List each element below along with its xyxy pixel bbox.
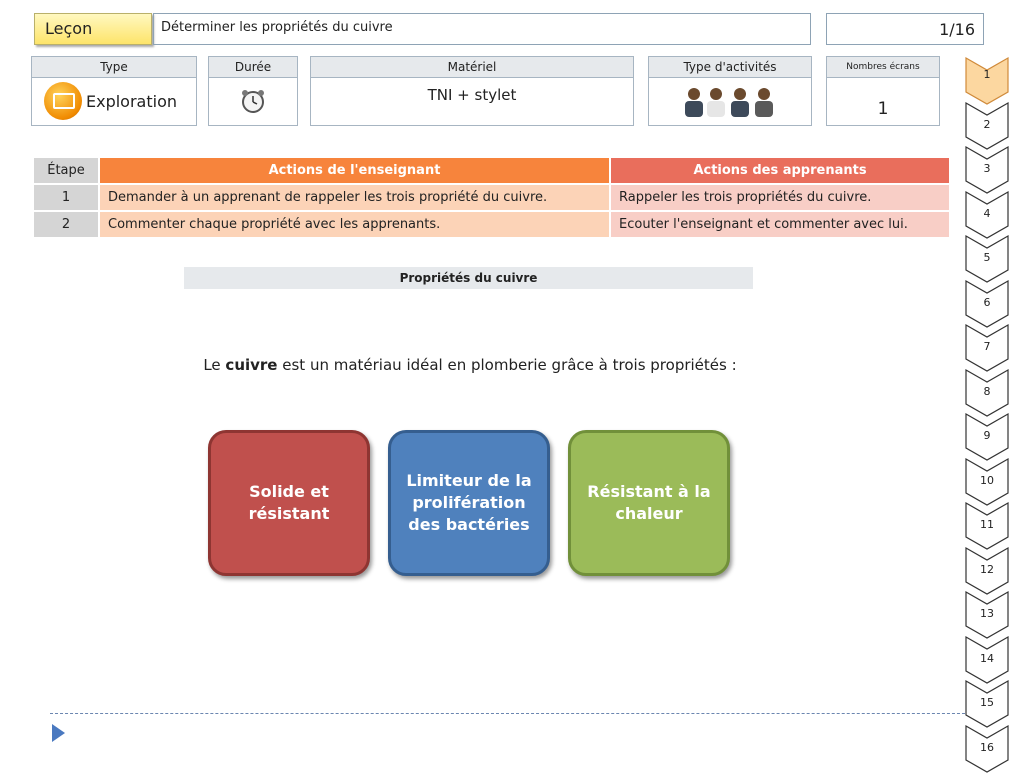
screen-tab-label: 11 (980, 518, 994, 531)
screen-tab-label: 15 (980, 696, 994, 709)
screen-tab-label: 4 (983, 206, 991, 220)
screen-tab-label: 2 (983, 117, 991, 131)
table-row (34, 185, 949, 212)
activity-type-box (648, 56, 812, 126)
material-box (310, 56, 634, 126)
lesson-title: Déterminer les propriétés du cuivre (153, 13, 811, 45)
screen-tab-label: 14 (980, 651, 994, 665)
screen-tab-label: 5 (983, 251, 991, 264)
screen-tab-3[interactable] (964, 145, 1010, 185)
screen-tab-label: 10 (980, 473, 994, 487)
teacher-action: Demander à un apprenant de rappeler les trois propriété du cuivre. (100, 185, 609, 212)
header-teacher-actions: Actions de l'enseignant (100, 158, 609, 185)
screen-tab-11[interactable] (964, 501, 1010, 541)
type-box (31, 56, 197, 126)
page-counter: 1/16 (826, 13, 984, 45)
screen-tab-13[interactable] (964, 590, 1010, 630)
screen-tab-2[interactable] (964, 101, 1010, 141)
screen-tab-15[interactable] (964, 679, 1010, 719)
screen-tab-label: 6 (983, 295, 991, 309)
duration-box (208, 56, 298, 126)
lesson-label: Leçon (34, 13, 152, 45)
screen-tab-label: 3 (983, 162, 991, 175)
learner-action: Ecouter l'enseignant et commenter avec lui. (611, 212, 949, 239)
intro-text: Le cuivre est un matériau idéal en plomberie grâce à trois propriétés : (203, 356, 737, 374)
footer-divider (50, 713, 970, 714)
screen-tab-label: 16 (980, 740, 994, 754)
screens-count-label: Nombres écrans (827, 57, 939, 78)
step-number: 2 (34, 212, 98, 239)
section-title: Propriétés du cuivre (184, 267, 753, 289)
type-value: Exploration (86, 91, 177, 111)
type-label: Type (32, 57, 196, 78)
screen-tab-5[interactable] (964, 234, 1010, 274)
material-value: TNI + stylet (427, 86, 517, 104)
learner-action: Rappeler les trois propriétés du cuivre. (611, 185, 949, 212)
table-row (34, 212, 949, 239)
screen-tab-4[interactable] (964, 190, 1010, 230)
screen-tab-6[interactable] (964, 279, 1010, 319)
property-card-antibacterial[interactable]: Limiteur de la prolifération des bactéries (388, 430, 550, 576)
screens-count-box (826, 56, 940, 126)
screen-tab-label: 1 (983, 68, 991, 81)
exploration-icon (44, 82, 82, 120)
screen-tab-label: 9 (983, 429, 991, 442)
duration-label: Durée (209, 57, 297, 78)
screen-tab-9[interactable] (964, 412, 1010, 452)
screen-tab-10[interactable] (964, 457, 1010, 497)
activity-type-label: Type d'activités (649, 57, 811, 78)
screen-tab-16[interactable] (964, 724, 1010, 764)
screen-tab-8[interactable] (964, 368, 1010, 408)
step-number: 1 (34, 185, 98, 212)
screen-tab-label: 8 (983, 384, 991, 398)
play-icon[interactable] (52, 724, 65, 742)
screens-count-value: 1 (877, 99, 889, 119)
header-learner-actions: Actions des apprenants (611, 158, 949, 185)
header-step: Étape (34, 158, 98, 185)
intro-bold-word: cuivre (225, 356, 278, 374)
screen-tab-12[interactable] (964, 546, 1010, 586)
screen-tab-label: 12 (980, 562, 994, 576)
screen-tab-14[interactable] (964, 635, 1010, 675)
screen-tab-label: 7 (983, 340, 991, 353)
material-label: Matériel (311, 57, 633, 78)
teacher-action: Commenter chaque propriété avec les apprenants. (100, 212, 609, 239)
steps-table (32, 158, 951, 239)
screen-tab-label: 13 (980, 607, 994, 620)
alarm-clock-icon (239, 87, 267, 115)
property-card-heat-resistant[interactable]: Résistant à la chaleur (568, 430, 730, 576)
screen-tab-1[interactable] (964, 56, 1010, 96)
screen-tab-7[interactable] (964, 323, 1010, 363)
people-group-icon (682, 85, 778, 117)
property-card-solid[interactable]: Solide et résistant (208, 430, 370, 576)
